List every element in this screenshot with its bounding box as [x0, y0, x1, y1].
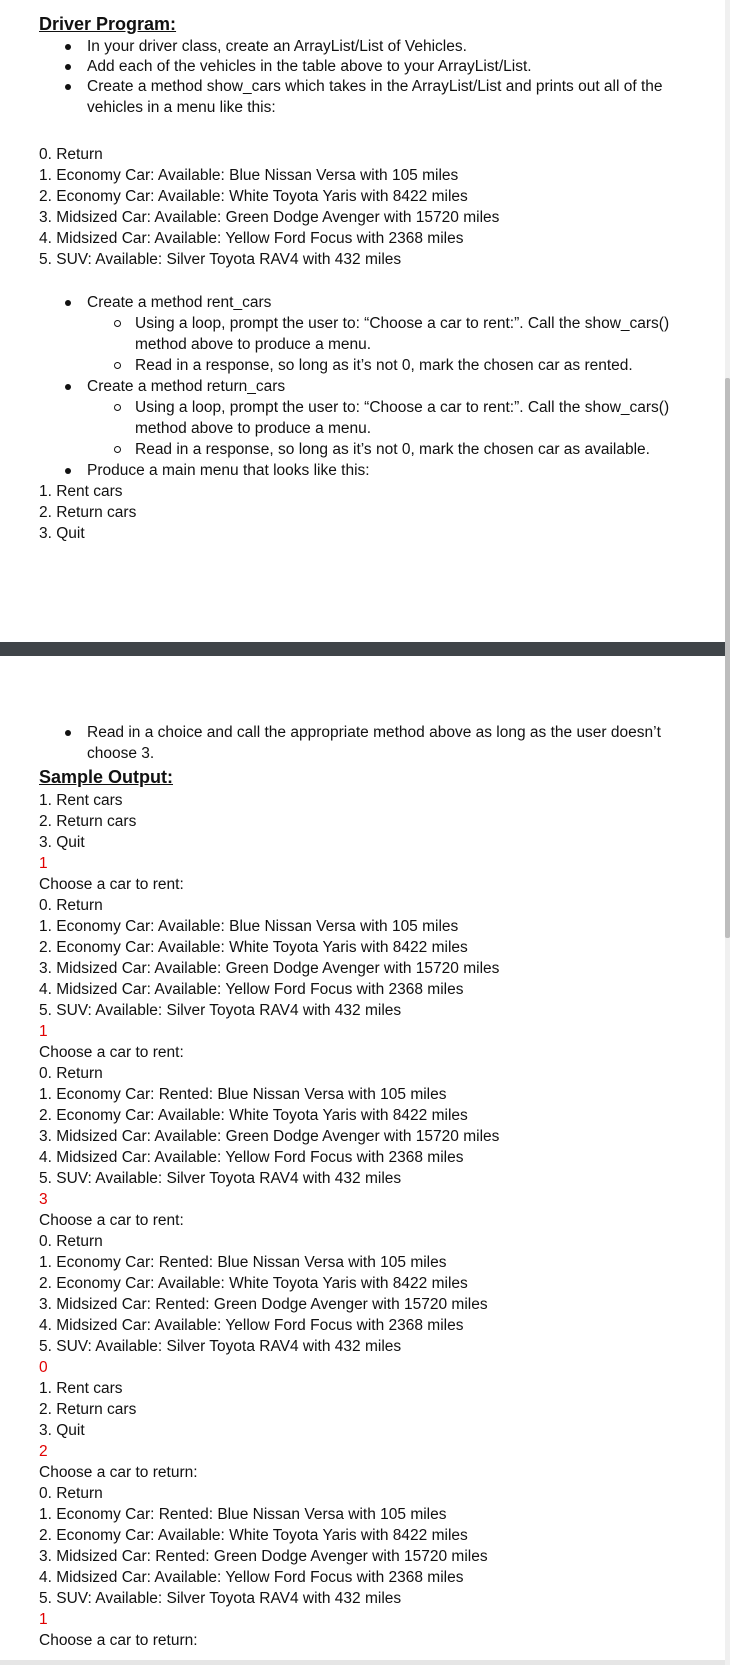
output-line: Choose a car to return: [39, 1464, 198, 1481]
output-line: 1. Economy Car: Rented: Blue Nissan Versa with 105 miles [39, 1086, 447, 1103]
bullet-show-cars: Create a method show_cars which takes in the ArrayList/List and prints out all of the vehicles in a menu like this: [87, 76, 687, 118]
output-line: 0. Return [39, 1065, 103, 1082]
output-line: 0. Return [39, 897, 103, 914]
vertical-scrollbar[interactable] [725, 0, 730, 1665]
output-line: 3. Midsized Car: Rented: Green Dodge Avenger with 15720 miles [39, 1296, 488, 1313]
output-line: 5. SUV: Available: Silver Toyota RAV4 with 432 miles [39, 1338, 402, 1355]
driver-program-heading: Driver Program: [39, 14, 177, 34]
document-page-2 [0, 656, 725, 1665]
output-line: 2. Return cars [39, 813, 137, 830]
output-line: 4. Midsized Car: Available: Yellow Ford Focus with 2368 miles [39, 981, 464, 998]
bullet-return-cars: Create a method return_cars [87, 378, 286, 395]
output-line: 2. Economy Car: Available: White Toyota Yaris with 8422 miles [39, 1527, 468, 1544]
output-line: Choose a car to rent: [39, 1212, 184, 1229]
output-line: 3. Midsized Car: Rented: Green Dodge Avenger with 15720 miles [39, 1548, 488, 1565]
sample-output-heading: Sample Output: [39, 767, 173, 787]
output-line: 3. Midsized Car: Available: Green Dodge Avenger with 15720 miles [39, 960, 500, 977]
output-line: 2. Economy Car: Available: White Toyota Yaris with 8422 miles [39, 1275, 468, 1292]
output-line: 1. Economy Car: Rented: Blue Nissan Versa with 105 miles [39, 1506, 447, 1523]
output-line: 1. Economy Car: Available: Blue Nissan Versa with 105 miles [39, 918, 459, 935]
menu-line: 2. Economy Car: Available: White Toyota Yaris with 8422 miles [39, 188, 468, 205]
output-line: Choose a car to rent: [39, 1044, 184, 1061]
output-line: Choose a car to rent: [39, 876, 184, 893]
output-line: 4. Midsized Car: Available: Yellow Ford Focus with 2368 miles [39, 1317, 464, 1334]
output-line: 5. SUV: Available: Silver Toyota RAV4 with 432 miles [39, 1170, 402, 1187]
user-input-line: 1 [39, 1023, 48, 1040]
scrollbar-thumb[interactable] [725, 378, 730, 938]
output-line: 2. Return cars [39, 1401, 137, 1418]
bullet-create-list: In your driver class, create an ArrayList/List of Vehicles. [87, 36, 707, 57]
output-line: 0. Return [39, 1233, 103, 1250]
bullet-add-vehicles: Add each of the vehicles in the table above to your ArrayList/List. [87, 56, 707, 77]
output-line: 1. Economy Car: Rented: Blue Nissan Versa with 105 miles [39, 1254, 447, 1271]
output-line: 1. Rent cars [39, 1380, 123, 1397]
sub-bullet-return-read: Read in a response, so long as it’s not 0, mark the chosen car as available. [135, 439, 710, 460]
menu-line: 3. Midsized Car: Available: Green Dodge Avenger with 15720 miles [39, 209, 500, 226]
output-line: 2. Economy Car: Available: White Toyota Yaris with 8422 miles [39, 1107, 468, 1124]
horizontal-scrollbar[interactable] [0, 1660, 725, 1665]
document-page-1 [0, 0, 725, 642]
output-line: 5. SUV: Available: Silver Toyota RAV4 with 432 miles [39, 1590, 402, 1607]
output-line: Choose a car to return: [39, 1632, 198, 1649]
output-line: 1. Rent cars [39, 792, 123, 809]
output-line: 4. Midsized Car: Available: Yellow Ford Focus with 2368 miles [39, 1149, 464, 1166]
main-menu-line: 1. Rent cars [39, 483, 123, 500]
page-separator [0, 642, 725, 656]
output-line: 0. Return [39, 1485, 103, 1502]
menu-line: 5. SUV: Available: Silver Toyota RAV4 with 432 miles [39, 251, 402, 268]
main-menu-line: 2. Return cars [39, 504, 137, 521]
sub-bullet-return-loop: Using a loop, prompt the user to: “Choose a car to rent:”. Call the show_cars() method above to produce a menu. [135, 397, 710, 439]
sub-bullet-rent-read: Read in a response, so long as it’s not 0, mark the chosen car as rented. [135, 355, 710, 376]
menu-line: 0. Return [39, 146, 103, 163]
menu-line: 4. Midsized Car: Available: Yellow Ford Focus with 2368 miles [39, 230, 464, 247]
output-line: 5. SUV: Available: Silver Toyota RAV4 with 432 miles [39, 1002, 402, 1019]
menu-line: 1. Economy Car: Available: Blue Nissan Versa with 105 miles [39, 167, 459, 184]
user-input-line: 1 [39, 855, 48, 872]
output-line: 4. Midsized Car: Available: Yellow Ford Focus with 2368 miles [39, 1569, 464, 1586]
output-line: 3. Midsized Car: Available: Green Dodge Avenger with 15720 miles [39, 1128, 500, 1145]
output-line: 3. Quit [39, 1422, 85, 1439]
output-line: 2. Economy Car: Available: White Toyota Yaris with 8422 miles [39, 939, 468, 956]
bullet-read-choice: Read in a choice and call the appropriate method above as long as the user doesn’t choose 3. [87, 722, 687, 764]
user-input-line: 1 [39, 1611, 48, 1628]
bullet-main-menu: Produce a main menu that looks like this: [87, 462, 370, 479]
user-input-line: 0 [39, 1359, 48, 1376]
main-menu-line: 3. Quit [39, 525, 85, 542]
sub-bullet-rent-loop: Using a loop, prompt the user to: “Choose a car to rent:”. Call the show_cars() method above to produce a menu. [135, 313, 710, 355]
bullet-rent-cars: Create a method rent_cars [87, 294, 272, 311]
user-input-line: 3 [39, 1191, 48, 1208]
output-line: 3. Quit [39, 834, 85, 851]
user-input-line: 2 [39, 1443, 48, 1460]
